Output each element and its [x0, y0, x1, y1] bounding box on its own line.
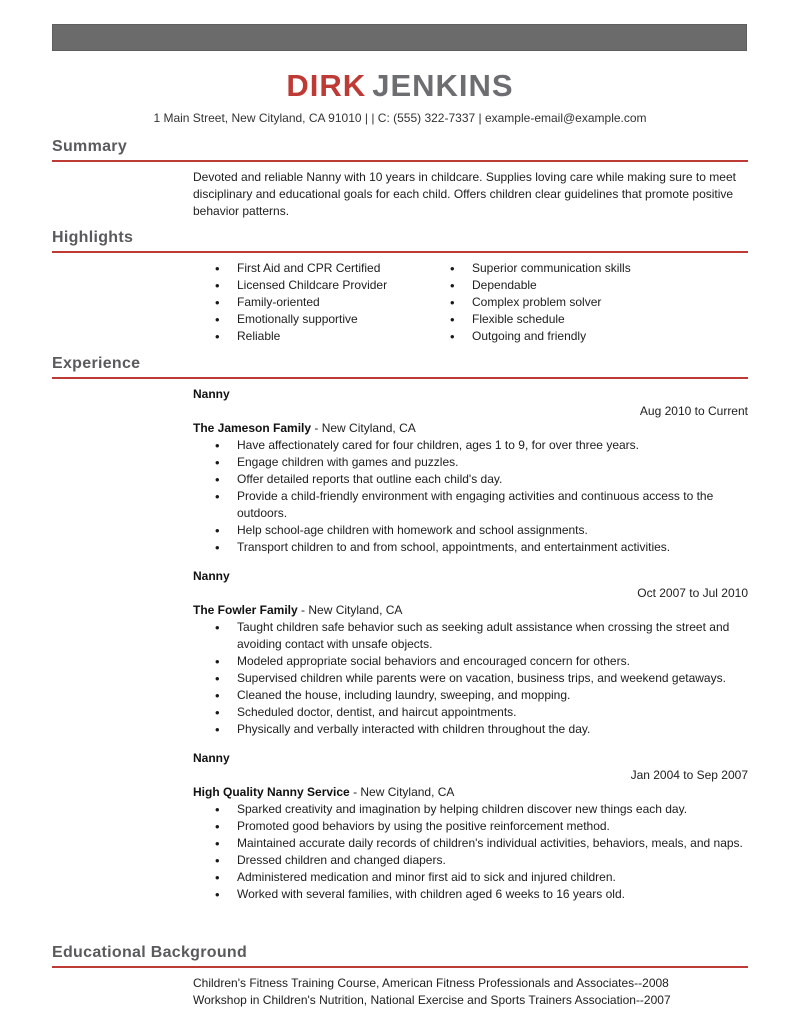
candidate-last-name: JENKINS — [372, 68, 514, 103]
job-bullet: • Sparked creativity and imagination by helping children discover new things each day. — [193, 801, 748, 818]
job-bullet-list — [193, 801, 748, 903]
highlights-left-column — [193, 260, 428, 345]
job-bullet: • Modeled appropriate social behaviors and encouraged concern for others. — [193, 653, 748, 670]
job-title: Nanny — [193, 751, 230, 765]
job-bullet-list — [193, 619, 748, 738]
job-title: Nanny — [193, 387, 230, 401]
job-location: - New Cityland, CA — [353, 785, 455, 799]
job-dates: Oct 2007 to Jul 2010 — [637, 586, 748, 600]
highlight-item: • Family-oriented — [193, 294, 428, 311]
job-bullet: • Engage children with games and puzzles. — [193, 454, 748, 471]
highlight-item: • First Aid and CPR Certified — [193, 260, 428, 277]
summary-section — [52, 138, 748, 220]
experience-job — [193, 750, 748, 903]
highlights-heading: Highlights — [52, 229, 748, 253]
job-employer: High Quality Nanny Service — [193, 785, 350, 799]
job-bullet: • Maintained accurate daily records of children's individual activities, behaviors, meals, and naps. — [193, 835, 748, 852]
experience-heading: Experience — [52, 355, 748, 379]
summary-heading: Summary — [52, 138, 748, 162]
contact-info: 1 Main Street, New Cityland, CA 91010 | | C: (555) 322-7337 | example-email@example.com — [153, 111, 647, 125]
job-bullet: • Supervised children while parents were on vacation, business trips, and weekend getaways. — [193, 670, 748, 687]
highlights-section — [52, 229, 748, 345]
candidate-name — [0, 68, 800, 104]
job-bullet-list — [193, 437, 748, 556]
highlight-item: • Flexible schedule — [428, 311, 748, 328]
job-employer: The Fowler Family — [193, 603, 298, 617]
job-bullet: • Provide a child-friendly environment with engaging activities and continuous access to the outdoors. — [193, 488, 748, 522]
header-accent-bar — [52, 24, 747, 51]
job-title: Nanny — [193, 569, 230, 583]
highlights-right-column — [428, 260, 748, 345]
job-bullet: • Offer detailed reports that outline each child's day. — [193, 471, 748, 488]
highlight-item: • Dependable — [428, 277, 748, 294]
summary-text: Devoted and reliable Nanny with 10 years in childcare. Supplies loving care while making sure to meet disciplinary and educational goals for each child. Offers children clear guidelines that promote positive behavior patterns. — [193, 170, 736, 218]
highlight-item: • Emotionally supportive — [193, 311, 428, 328]
experience-section — [52, 355, 748, 903]
experience-job — [193, 568, 748, 738]
highlight-item: • Licensed Childcare Provider — [193, 277, 428, 294]
education-section — [52, 944, 748, 1009]
job-bullet: • Physically and verbally interacted with children throughout the day. — [193, 721, 748, 738]
highlight-item: • Superior communication skills — [428, 260, 748, 277]
job-dates: Aug 2010 to Current — [639, 404, 748, 418]
job-location: - New Cityland, CA — [301, 603, 403, 617]
experience-job — [193, 386, 748, 556]
job-bullet: • Scheduled doctor, dentist, and haircut appointments. — [193, 704, 748, 721]
highlights-columns — [193, 260, 748, 345]
job-bullet: • Promoted good behaviors by using the positive reinforcement method. — [193, 818, 748, 835]
job-bullet: • Worked with several families, with children aged 6 weeks to 16 years old. — [193, 886, 748, 903]
job-employer-line — [193, 602, 748, 619]
job-bullet: • Administered medication and minor first aid to sick and injured children. — [193, 869, 748, 886]
job-bullet: • Have affectionately cared for four children, ages 1 to 9, for over three years. — [193, 437, 748, 454]
candidate-first-name: DIRK — [286, 68, 367, 103]
job-dates: Jan 2004 to Sep 2007 — [630, 768, 748, 782]
job-employer-line — [193, 420, 748, 437]
job-bullet: • Taught children safe behavior such as seeking adult assistance when crossing the street and avoiding contact with unsafe objects. — [193, 619, 748, 653]
job-bullet: • Cleaned the house, including laundry, sweeping, and mopping. — [193, 687, 748, 704]
job-location: - New Cityland, CA — [314, 421, 416, 435]
education-item: Children's Fitness Training Course, American Fitness Professionals and Associates--2008 — [193, 976, 669, 990]
job-employer-line — [193, 784, 748, 801]
highlight-item: • Complex problem solver — [428, 294, 748, 311]
job-bullet: • Help school-age children with homework and school assignments. — [193, 522, 748, 539]
job-employer: The Jameson Family — [193, 421, 312, 435]
education-heading: Educational Background — [52, 944, 748, 968]
job-bullet: • Transport children to and from school, appointments, and entertainment activities. — [193, 539, 748, 556]
highlight-item: • Reliable — [193, 328, 428, 345]
education-item: Workshop in Children's Nutrition, National Exercise and Sports Trainers Association--2007 — [193, 993, 671, 1007]
highlight-item: • Outgoing and friendly — [428, 328, 748, 345]
job-bullet: • Dressed children and changed diapers. — [193, 852, 748, 869]
